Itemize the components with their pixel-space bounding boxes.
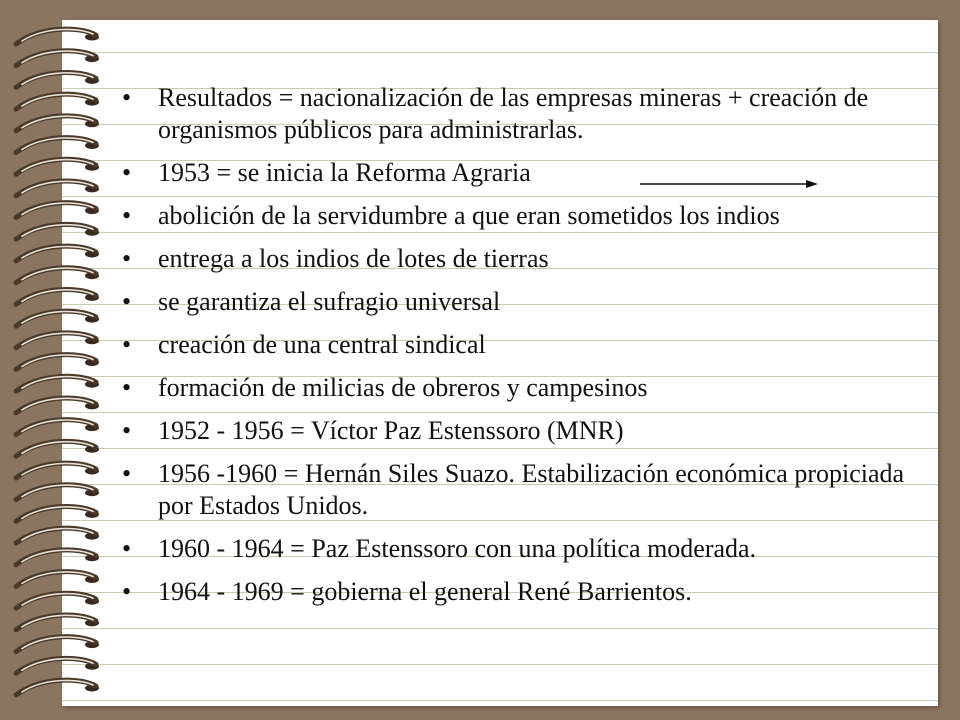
bullet-text: 1964 - 1969 = gobierna el general René Barrientos. <box>158 577 692 606</box>
bullet-item <box>118 415 908 447</box>
spiral-ring <box>16 181 99 196</box>
bullet-item <box>118 533 908 565</box>
spiral-ring <box>16 506 99 521</box>
spiral-ring <box>16 311 99 326</box>
bullet-item <box>118 372 908 404</box>
bullet-item <box>118 458 908 522</box>
spiral-ring <box>16 420 99 435</box>
bullet-item <box>118 200 908 232</box>
spiral-ring <box>16 159 99 174</box>
spiral-ring <box>16 355 99 370</box>
spiral-ring <box>16 72 99 87</box>
spiral-ring <box>16 94 99 109</box>
bullet-item <box>118 243 908 275</box>
bullet-dot: • <box>122 330 132 359</box>
spiral-ring <box>16 680 99 695</box>
spiral-ring <box>16 51 99 66</box>
bullet-text: 1953 = se inicia la Reforma Agraria <box>158 158 531 187</box>
right-arrow-icon <box>640 176 820 192</box>
bullet-item <box>118 576 908 608</box>
bullet-text: 1952 - 1956 = Víctor Paz Estenssoro (MNR) <box>158 416 624 445</box>
spiral-ring <box>16 441 99 456</box>
spiral-ring <box>16 376 99 391</box>
bullet-item <box>118 82 908 146</box>
spiral-ring <box>16 29 99 44</box>
spiral-ring <box>16 268 99 283</box>
bullet-dot: • <box>122 83 132 112</box>
bullet-text: 1956 -1960 = Hernán Siles Suazo. Estabilización económica propiciada por Estados Unidos. <box>158 459 905 520</box>
bullet-dot: • <box>122 201 132 230</box>
spiral-ring <box>16 485 99 500</box>
spiral-ring <box>16 550 99 565</box>
bullet-dot: • <box>122 577 132 606</box>
spiral-ring <box>16 116 99 131</box>
spiral-ring <box>16 289 99 304</box>
spiral-ring <box>16 658 99 673</box>
bullet-text: Resultados = nacionalización de las empresas mineras + creación de organismos públicos para administrarlas. <box>158 83 869 144</box>
spiral-ring <box>16 572 99 587</box>
bullet-dot: • <box>122 373 132 402</box>
bullet-text: formación de milicias de obreros y campesinos <box>158 373 648 402</box>
spiral-binding <box>0 0 120 720</box>
bullet-text: 1960 - 1964 = Paz Estenssoro con una política moderada. <box>158 534 757 563</box>
bullet-item <box>118 329 908 361</box>
bullet-text: abolición de la servidumbre a que eran sometidos los indios <box>158 201 780 230</box>
spiral-ring <box>16 203 99 218</box>
bullet-text: entrega a los indios de lotes de tierras <box>158 244 549 273</box>
bullet-dot: • <box>122 158 132 187</box>
spiral-ring <box>16 333 99 348</box>
bullet-item <box>118 286 908 318</box>
spiral-ring <box>16 246 99 261</box>
bullet-text: se garantiza el sufragio universal <box>158 287 501 316</box>
spiral-ring <box>16 593 99 608</box>
spiral-ring <box>16 463 99 478</box>
bullet-text: creación de una central sindical <box>158 330 486 359</box>
bullet-dot: • <box>122 244 132 273</box>
spiral-ring <box>16 138 99 153</box>
bullet-dot: • <box>122 287 132 316</box>
bullet-dot: • <box>122 534 132 563</box>
spiral-ring <box>16 224 99 239</box>
spiral-ring <box>16 398 99 413</box>
bullet-dot: • <box>122 459 132 488</box>
spiral-ring <box>16 615 99 630</box>
spiral-ring <box>16 637 99 652</box>
spiral-ring <box>16 528 99 543</box>
bullet-dot: • <box>122 416 132 445</box>
bullet-list <box>118 82 908 619</box>
